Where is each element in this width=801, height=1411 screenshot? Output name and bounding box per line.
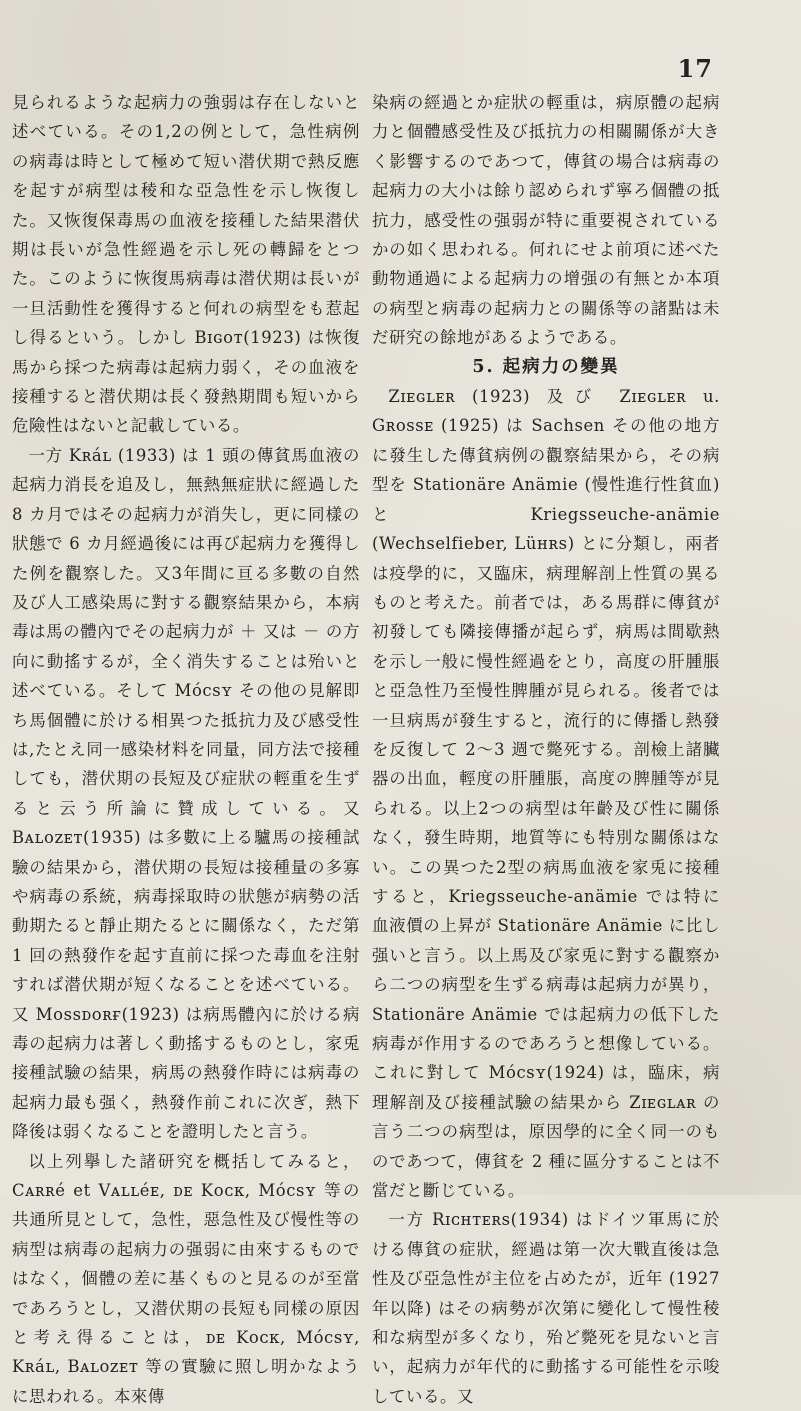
page-number: 17 bbox=[677, 54, 713, 83]
right-column bbox=[372, 88, 720, 1411]
section-heading: 5. 起病力の變異 bbox=[472, 356, 620, 377]
paragraph: 染病の經過とか症狀の輕重は，病原體の起病力と個體感受性及び抵抗力の相關關係が大きく影響するのであつて，傳貧の場合は病毒の起病力の大小は餘り認められず寧ろ個體の抵抗力，感受性の强弱が特に重要視されているかの如く思われる。何れにせよ前項に述べた動物通過による起病力の增强の有無とか本項の病型と病毒の起病力との關係等の諸點は未だ研究の餘地があるようである。 bbox=[372, 93, 720, 348]
paragraph: 一方 Rɪᴄʜᴛᴇʀs(1934) はドイツ軍馬に於ける傳貧の症狀，經過は第一次大戰直後は急性及び亞急性が主位を占めたが，近年 (1927 年以降) はその病勢が次第に變化して慢性稜和な病型が多くなり，殆ど斃死を見ないと言い，起病力が年代的に動搖する可能性を示唆している。又 bbox=[372, 1210, 720, 1406]
paragraph: 以上列擧した諸研究を概括してみると，Cᴀʀʀé et Vᴀʟʟéᴇ, ᴅᴇ Kᴏᴄᴋ, Mócsʏ 等の共通所見として，急性，惡急性及び慢性等の病型は病毒の起病力の强弱に由來するものではなく，個體の差に基くものと見るのが至當であろうとし，又潜伏期の長短も同樣の原因と考え得ることは，ᴅᴇ Kᴏᴄᴋ, Mócsʏ, Kʀáʟ, Bᴀʟᴏᴢᴇᴛ 等の實驗に照し明かなように思われる。本來傳 bbox=[12, 1151, 360, 1406]
left-column bbox=[12, 88, 360, 1411]
paragraph: 見られるような起病力の強弱は存在しないと述べている。その1,2の例として，急性病例の病毒は時として極めて短い潜伏期で熱反應を起すが病型は稜和な亞急性を示し恢復した。又恢復保毒馬の血液を接種した結果潜伏期は長いが急性經過を示し死の轉歸をとつた。このように恢復馬病毒は潜伏期は長いが一旦活動性を獲得すると何れの病型をも惹起し得るという。しかし Bɪɢᴏᴛ(1923) は恢復馬から採つた病毒は起病力弱く，その血液を接種すると潜伏期は長く發熱期間も短いから危險性はないと記載している。 bbox=[12, 93, 360, 436]
paragraph: Zɪᴇɢʟᴇʀ (1923) 及び Zɪᴇɢʟᴇʀ u. Gʀᴏssᴇ (1925) は Sachsen その他の地方に發生した傳貧病例の觀察結果から，その病型を Stationäre Anämie (慢性進行性貧血) と Kriegsseuche-anämie (Wechselfieber, Lüʜʀs) とに分類し，兩者は疫學的に，又臨床，病理解剖上性質の異るものと考えた。前者では，ある馬群に傳貧が初發しても隣接傳播が起らず，病馬は間歇熱を示し一般に慢性經過をとり，高度の肝腫脹と亞急性乃至慢性脾腫が見られる。後者では一旦病馬が發生すると，流行的に傳播し熱發を反復して 2〜3 週で斃死する。剖檢上諸臟器の出血，輕度の肝腫脹，高度の脾腫等が見られる。以上2つの病型は年齡及び性に關係なく，發生時期，地質等にも特別な關係はない。この異つた2型の病馬血液を家兎に接種すると，Kriegsseuche-anämie では特に血液價の上昇が Stationäre Anämie に比し强いと言う。以上馬及び家兎に對する觀察から二つの病型を生ずる病毒は起病力が異り，Stationäre Anämie では起病力の低下した病毒が作用するのであろうと想像している。これに對して Mócsʏ(1924) は，臨床，病理解剖及び接種試驗の結果から Zɪᴇɢʟᴀʀ の言う二つの病型は，原因學的に全く同一のものであつて，傳貧を 2 種に區分することは不當だと斷じている。 bbox=[372, 387, 720, 1201]
paragraph: 一方 Kʀáʟ (1933) は 1 頭の傳貧馬血液の起病力消長を追及し，無熱無症狀に經過した 8 カ月ではその起病力が消失し，更に同樣の狀態で 6 カ月經過後には再び起病力を獲得した例を觀察した。又3年間に亘る多數の自然及び人工感染馬に對する觀察結果から，本病毒は馬の體內でその起病力が ＋ 又は － の方向に動搖するが，全く消失することは殆いと述べている。そして Mócsʏ その他の見解即ち馬個體に於ける相異つた抵抗力及び感受性は,たとえ同一感染材料を同量，同方法で接種しても，潜伏期の長短及び症狀の輕重を生ずると云う所論に贊成している。又 Bᴀʟᴏᴢᴇᴛ(1935) は多數に上る驢馬の接種試驗の結果から，潜伏期の長短は接種量の多寡や病毒の系統，病毒採取時の狀態が病勢の活動期たると靜止期たるとに關係なく，ただ第 1 回の熱發作を起す直前に採つた毒血を注射すれば潜伏期が短くなることを述べている。又 Mᴏssᴅᴏʀғ(1923) は病馬體內に於ける病毒の起病力は著しく動搖するものとし，家兎接種試驗の結果，病馬の熱發作時には病毒の起病力最も强く，熱發作前これに次ぎ，熱下降後は弱くなることを證明したと言う。 bbox=[12, 445, 360, 1142]
